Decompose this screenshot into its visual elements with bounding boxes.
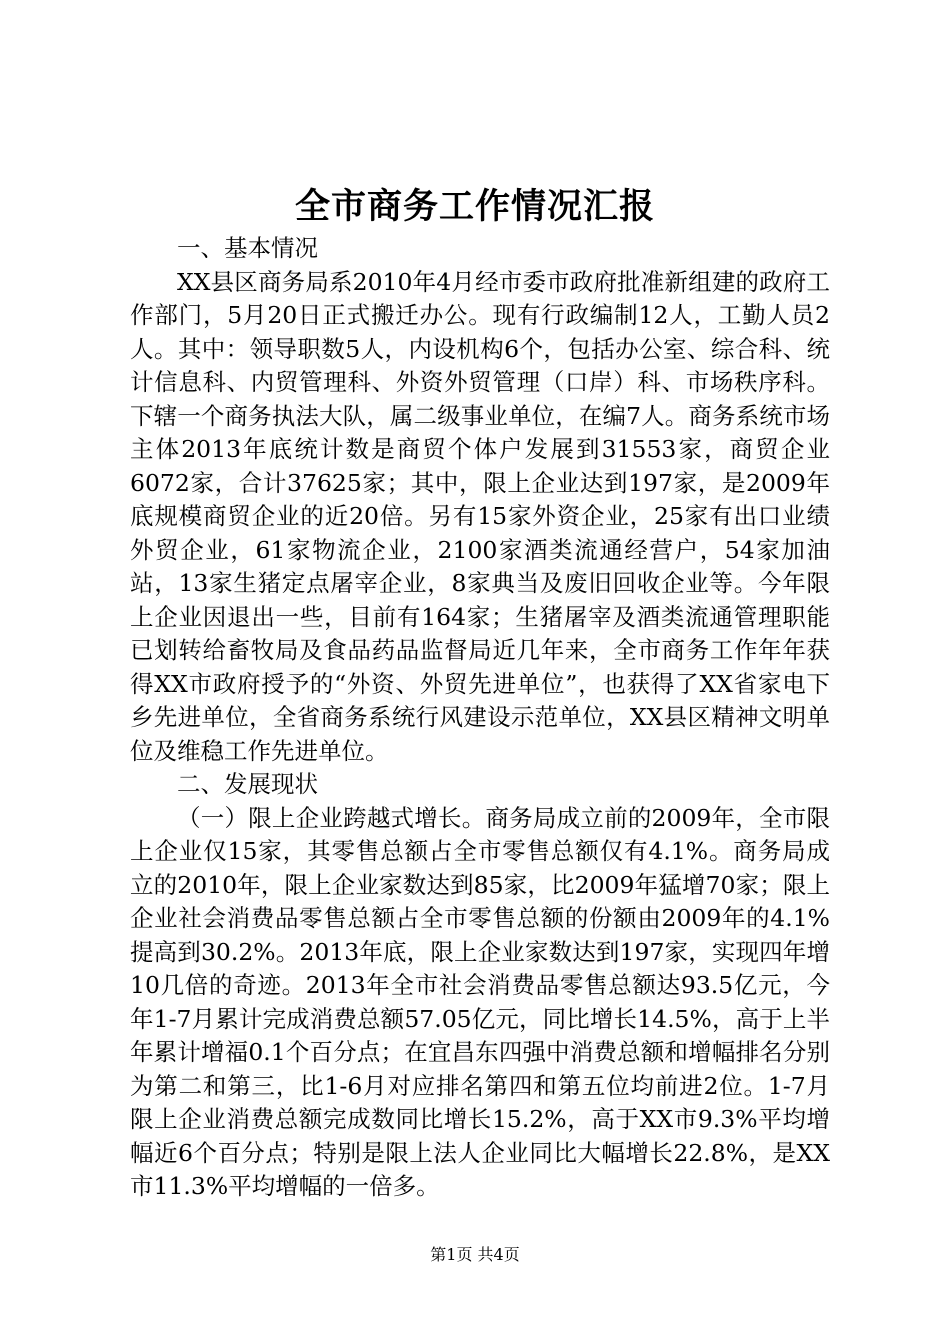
page-number-footer: 第1页 共4页 (430, 1245, 520, 1264)
section-2-paragraph: （一）限上企业跨越式增长。商务局成立前的2009年，全市限上企业仅15家，其零售总额占全市零售总额仅有4.1%。商务局成立的2010年，限上企业家数达到85家，比2009年猛增70家；限上企业社会消费品零售总额占全市零售总额的份额由2009年的4.1%提高到30.2%。2013年底，限上企业家数达到197家，实现四年增10几倍的奇迹。2013年全市社会消费品零售总额达93.5亿元，今年1-7月累计完成消费总额57.05亿元，同比增长14.5%，高于上半年累计增福0.1个百分点；在宜昌东四强中消费总额和增幅排名分别为第二和第三，比1-6月对应排名第四和第五位均前进2位。1-7月限上企业消费总额完成数同比增长15.2%，高于XX市9.3%平均增幅近6个百分点；特别是限上法人企业同比大幅增长22.8%，是XX市11.3%平均增幅的一倍多。 (130, 803, 830, 1200)
section-2-heading: 二、发展现状 (177, 770, 318, 798)
document-title: 全市商务工作情况汇报 (294, 186, 655, 227)
document-body (130, 232, 830, 1204)
section-1-heading: 一、基本情况 (177, 234, 318, 262)
section-1-paragraph: XX县区商务局系2010年4月经市委市政府批准新组建的政府工作部门，5月20日正式搬迁办公。现有行政编制12人，工勤人员2人。其中：领导职数5人，内设机构6个，包括办公室、综合科、统计信息科、内贸管理科、外资外贸管理（口岸）科、市场秩序科。下辖一个商务执法大队，属二级事业单位，在编7人。商务系统市场主体2013年底统计数是商贸个体户发展到31553家，商贸企业6072家，合计37625家；其中，限上企业达到197家，是2009年底规模商贸企业的近20倍。另有15家外资企业，25家有出口业绩外贸企业，61家物流企业，2100家酒类流通经营户，54家加油站，13家生猪定点屠宰企业，8家典当及废旧回收企业等。今年限上企业因退出一些，目前有164家；生猪屠宰及酒类流通管理职能已划转给畜牧局及食品药品监督局近几年来，全市商务工作年年获得XX市政府授予的“外资、外贸先进单位”，也获得了XX省家电下乡先进单位，全省商务系统行风建设示范单位，XX县区精神文明单位及维稳工作先进单位。 (130, 267, 830, 765)
